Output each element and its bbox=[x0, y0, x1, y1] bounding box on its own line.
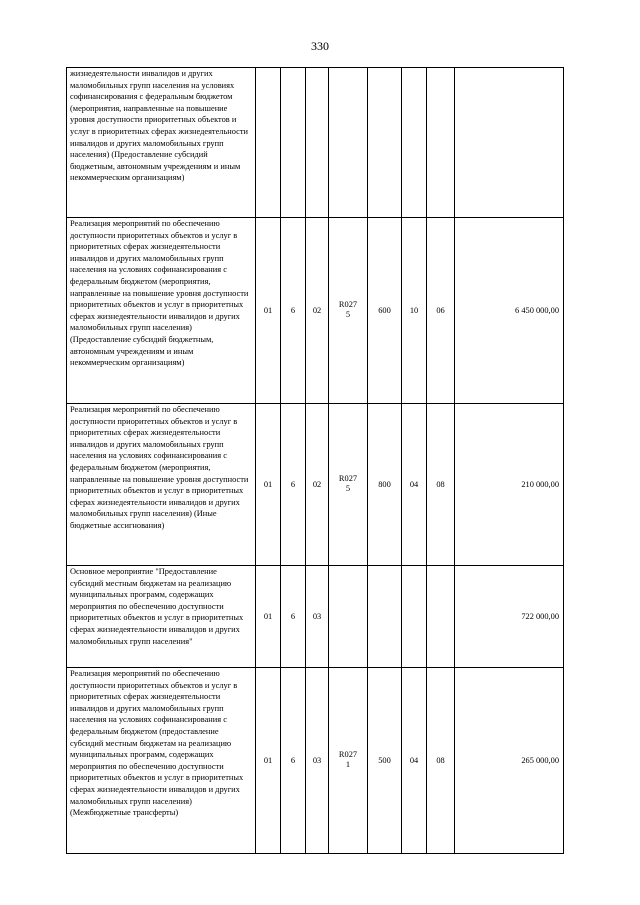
program-code: 01 bbox=[256, 668, 281, 854]
expense-type-code: 600 bbox=[368, 218, 402, 404]
expense-type-code bbox=[368, 68, 402, 218]
section-code bbox=[402, 566, 427, 668]
amount-cell: 210 000,00 bbox=[455, 404, 564, 566]
main-event-code: 03 bbox=[306, 668, 329, 854]
table-row bbox=[67, 668, 564, 854]
main-event-code bbox=[306, 68, 329, 218]
direction-code-part2: 1 bbox=[345, 760, 351, 770]
section-code: 04 bbox=[402, 404, 427, 566]
row-description: Реализация мероприятий по обеспечению доступности приоритетных объектов и услуг в приоритетных сферах жизнедеятельности инвалидов и других маломобильных групп населения на условиях софинансирования с федеральным бюджетом (предоставление субсидий местным бюджетам на реализацию муниципальных программ, содержащих мероприятия по обеспечению доступности приоритетных объектов и услуг в приоритетных сферах жизнедеятельности инвалидов и других маломобильных групп населения) (Межбюджетные трансферты) bbox=[67, 668, 256, 854]
subprogram-code bbox=[281, 68, 306, 218]
expense-type-code: 500 bbox=[368, 668, 402, 854]
subsection-code: 06 bbox=[427, 218, 455, 404]
program-code: 01 bbox=[256, 404, 281, 566]
table-row bbox=[67, 68, 564, 218]
amount-cell: 722 000,00 bbox=[455, 566, 564, 668]
row-description: Реализация мероприятий по обеспечению доступности приоритетных объектов и услуг в приоритетных сферах жизнедеятельности инвалидов и других маломобильных групп населения на условиях софинансирования с федеральным бюджетом (мероприятия, направленные на повышение уровня доступности приоритетных объектов и услуг в приоритетных сферах жизнедеятельности инвалидов и других маломобильных групп населения) (Предоставление субсидий бюджетным, автономным учреждениям и иным некоммерческим организациям) bbox=[67, 218, 256, 404]
subsection-code: 08 bbox=[427, 668, 455, 854]
direction-code-part1: R027 bbox=[338, 473, 358, 483]
program-code: 01 bbox=[256, 218, 281, 404]
subprogram-code: 6 bbox=[281, 566, 306, 668]
expense-type-code bbox=[368, 566, 402, 668]
main-event-code: 02 bbox=[306, 218, 329, 404]
page-number: 330 bbox=[311, 39, 329, 53]
section-code: 04 bbox=[402, 668, 427, 854]
amount-cell: 265 000,00 bbox=[455, 668, 564, 854]
row-description: жизнедеятельности инвалидов и других маломобильных групп населения на условиях софинансирования с федеральным бюджетом (мероприятия, направленные на повышение уровня доступности приоритетных объектов и услуг в приоритетных сферах жизнедеятельности инвалидов и других маломобильных групп населения) (Предоставление субсидий бюджетным, автономным учреждениям и иным некоммерческим организациям) bbox=[67, 68, 256, 218]
amount-cell bbox=[455, 68, 564, 218]
subsection-code bbox=[427, 566, 455, 668]
table-row bbox=[67, 566, 564, 668]
direction-code bbox=[329, 218, 368, 404]
section-code: 10 bbox=[402, 218, 427, 404]
subsection-code bbox=[427, 68, 455, 218]
direction-code-part2: 5 bbox=[345, 310, 351, 320]
subprogram-code: 6 bbox=[281, 668, 306, 854]
table-row bbox=[67, 218, 564, 404]
row-description: Реализация мероприятий по обеспечению доступности приоритетных объектов и услуг в приоритетных сферах жизнедеятельности инвалидов и других маломобильных групп населения на условиях софинансирования с федеральным бюджетом (мероприятия, направленные на повышение уровня доступности приоритетных объектов и услуг в приоритетных сферах жизнедеятельности инвалидов и других маломобильных групп населения) (Иные бюджетные ассигнования) bbox=[67, 404, 256, 566]
expense-type-code: 800 bbox=[368, 404, 402, 566]
direction-code bbox=[329, 668, 368, 854]
budget-table bbox=[66, 67, 564, 854]
table-row bbox=[67, 404, 564, 566]
direction-code-part1: R027 bbox=[338, 299, 358, 309]
direction-code-part2: 5 bbox=[345, 484, 351, 494]
amount-cell: 6 450 000,00 bbox=[455, 218, 564, 404]
subsection-code: 08 bbox=[427, 404, 455, 566]
subprogram-code: 6 bbox=[281, 404, 306, 566]
direction-code bbox=[329, 68, 368, 218]
main-event-code: 02 bbox=[306, 404, 329, 566]
direction-code-part1: R027 bbox=[338, 749, 358, 759]
direction-code bbox=[329, 404, 368, 566]
main-event-code: 03 bbox=[306, 566, 329, 668]
subprogram-code: 6 bbox=[281, 218, 306, 404]
section-code bbox=[402, 68, 427, 218]
program-code: 01 bbox=[256, 566, 281, 668]
row-description: Основное мероприятие "Предоставление субсидий местным бюджетам на реализацию муниципальных программ, содержащих мероприятия по обеспечению доступности приоритетных объектов и услуг в приоритетных сферах жизнедеятельности инвалидов и других маломобильных групп населения" bbox=[67, 566, 256, 668]
program-code bbox=[256, 68, 281, 218]
direction-code bbox=[329, 566, 368, 668]
